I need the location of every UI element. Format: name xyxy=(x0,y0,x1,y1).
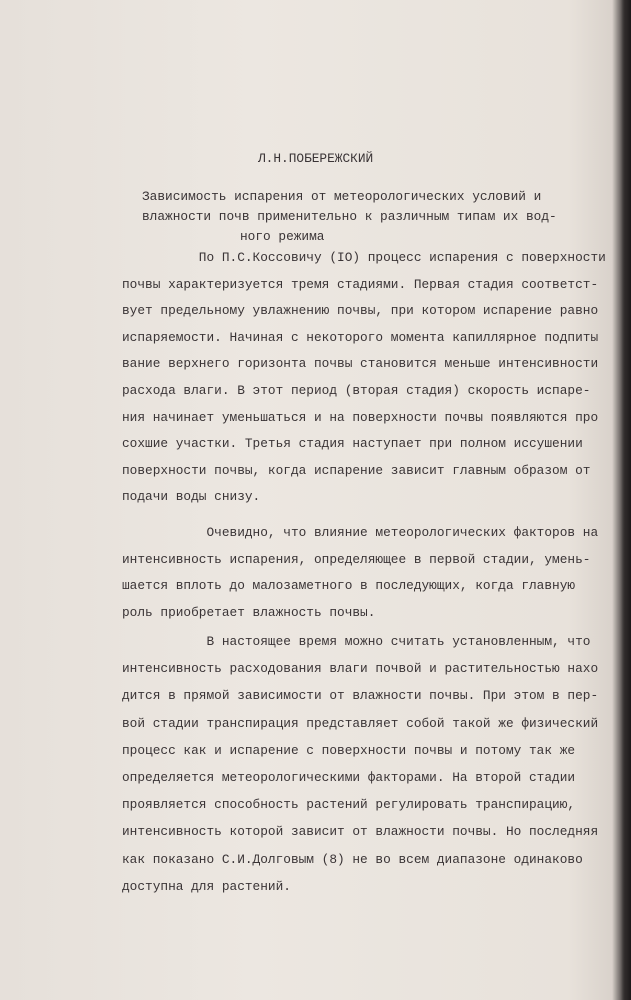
paragraph-line: почвы характеризуется тремя стадиями. Первая стадия соответст- xyxy=(122,276,599,292)
paragraph-line: вание верхнего горизонта почвы становится меньше интенсивности xyxy=(122,356,599,372)
scan-edge-shadow xyxy=(621,0,631,1000)
paragraph-line: подачи воды снизу. xyxy=(122,489,261,505)
paragraph-line: испаряемости. Начиная с некоторого момента капиллярное подпиты xyxy=(122,329,599,345)
paragraph-line: дится в прямой зависимости от влажности почвы. При этом в пер- xyxy=(122,688,599,704)
paragraph-line: сохшие участки. Третья стадия наступает при полном иссушении xyxy=(122,436,583,452)
paragraph-line: доступна для растений. xyxy=(122,878,291,894)
paragraph-line: определяется метеорологическими факторами. На второй стадии xyxy=(122,770,576,785)
paragraph-line: интенсивность испарения, определяющее в первой стадии, умень- xyxy=(122,551,591,567)
paragraph-line: поверхности почвы, когда испарение зависит главным образом от xyxy=(122,462,591,478)
author-name: Л.Н.ПОБЕРЕЖСКИЙ xyxy=(258,151,374,166)
paragraph-line: вует предельному увлажнению почвы, при котором испарение равно xyxy=(122,303,599,319)
paragraph-line: Очевидно, что влияние метеорологических факторов на xyxy=(122,525,599,540)
paragraph-line: интенсивность которой зависит от влажности почвы. Но последняя xyxy=(122,824,599,840)
title-line: влажности почв применительно к различным типам их вод- xyxy=(142,209,557,224)
paragraph-line: вой стадии транспирация представляет собой такой же физический xyxy=(122,715,599,731)
paragraph-line: проявляется способность растений регулировать транспирацию, xyxy=(122,797,576,813)
paragraph-line: интенсивность расходования влаги почвой и растительностью нахо xyxy=(122,661,599,677)
paragraph-line: В настоящее время можно считать установленным, что xyxy=(122,634,591,649)
paragraph-line: По П.С.Коссовичу (IO) процесс испарения с поверхности xyxy=(122,250,606,265)
paragraph-line: шается вплоть до малозаметного в последующих, когда главную xyxy=(122,578,576,594)
paragraph-line: как показано С.И.Долговым (8) не во всем диапазоне одинаково xyxy=(122,851,583,867)
title-line: Зависимость испарения от метеорологических условий и xyxy=(142,189,542,204)
paragraph-line: ния начинает уменьшаться и на поверхности почвы появляются про xyxy=(122,409,599,425)
paragraph-line: роль приобретает влажность почвы. xyxy=(122,604,376,620)
paragraph-line: расхода влаги. В этот период (вторая стадия) скорость испаре- xyxy=(122,383,591,398)
title-line: ного режима xyxy=(240,229,325,244)
paragraph-line: процесс как и испарение с поверхности почвы и потому так же xyxy=(122,742,576,758)
